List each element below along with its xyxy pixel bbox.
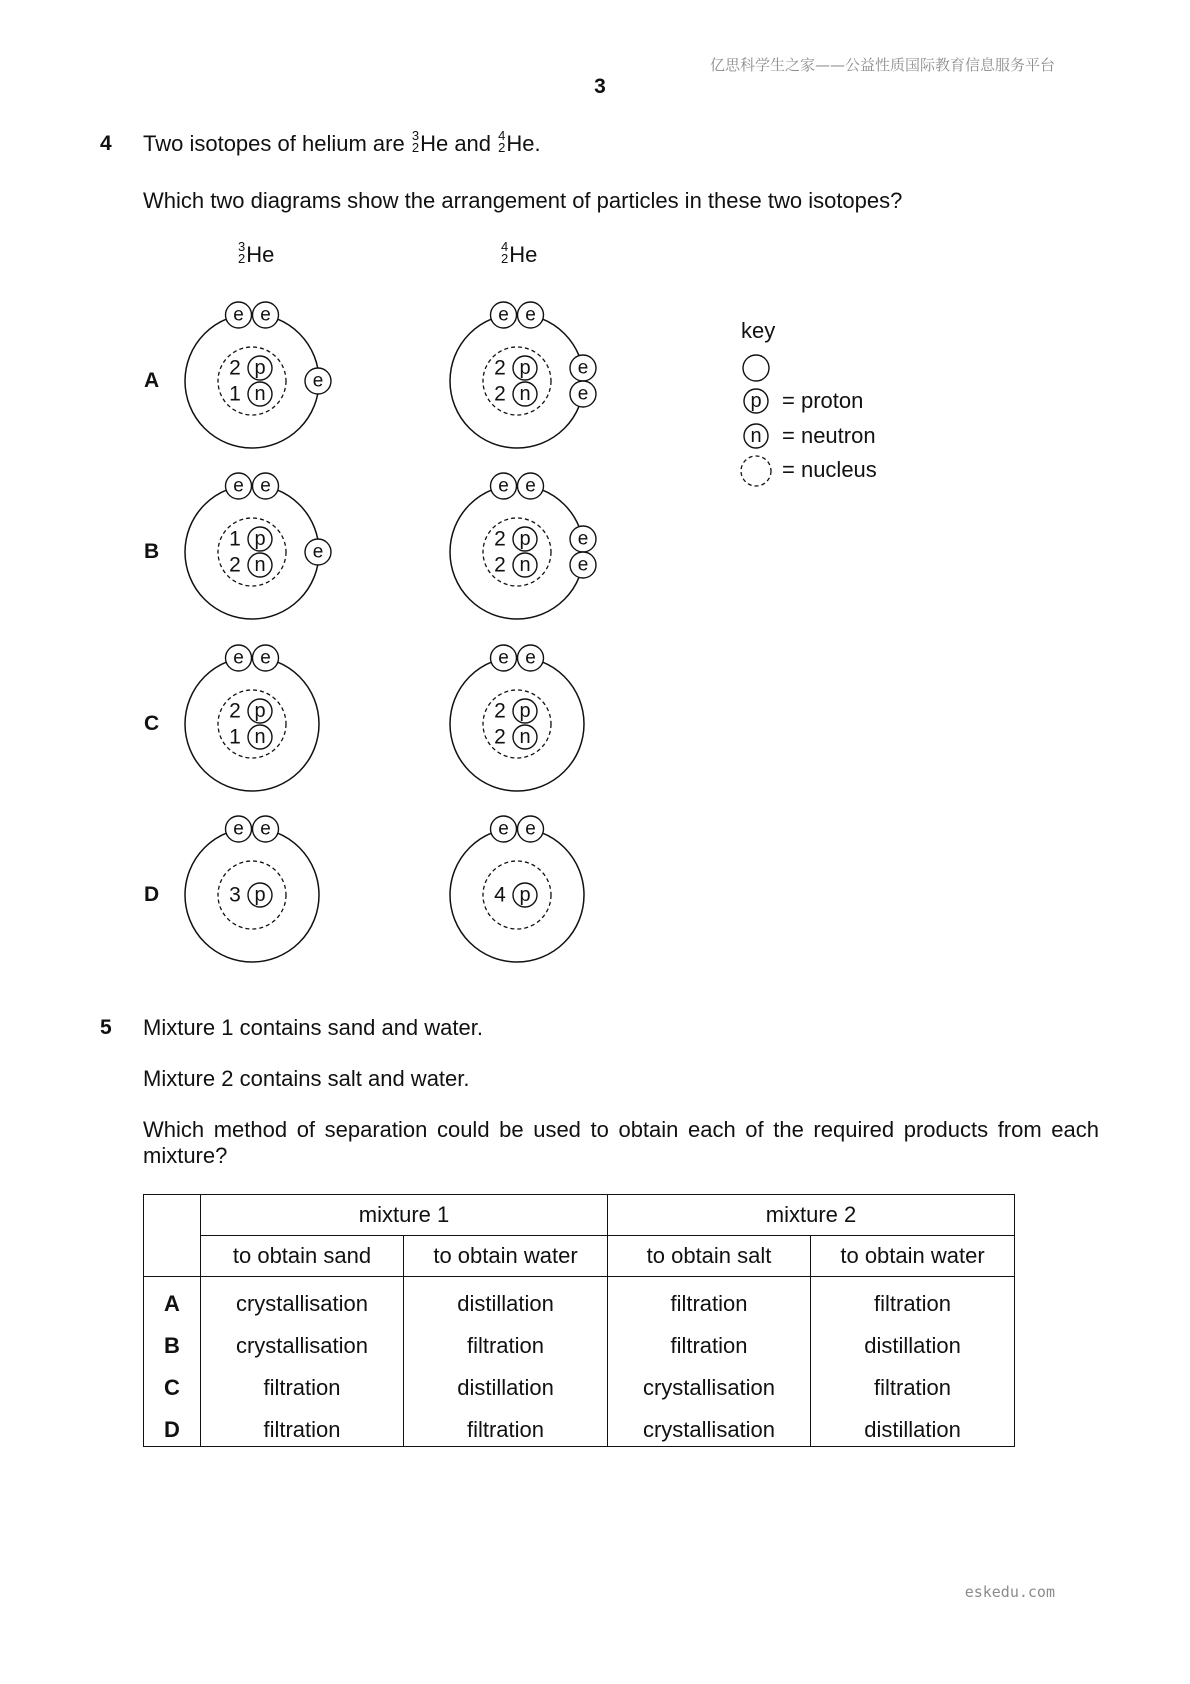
electron	[226, 645, 252, 671]
nuclide-notation	[500, 239, 538, 267]
electron	[491, 473, 517, 499]
proton	[248, 527, 272, 551]
header-watermark: 亿思科学生之家——公益性质国际教育信息服务平台	[709, 56, 1055, 74]
electron-symbol: e	[233, 475, 244, 497]
neutron	[513, 553, 537, 577]
proton-count: 2	[494, 527, 506, 551]
atomic-number: 2	[498, 140, 506, 156]
stem-connector: and	[454, 131, 492, 156]
electron-shell	[185, 485, 319, 619]
proton	[513, 883, 537, 907]
table-corner-cell	[144, 1195, 201, 1277]
nuclide-notation-helium-3	[411, 128, 449, 156]
electron	[518, 302, 544, 328]
proton-symbol: p	[254, 357, 266, 379]
electron	[518, 473, 544, 499]
electron	[570, 381, 596, 407]
table-cell: crystallisation	[608, 1367, 811, 1409]
electron	[491, 645, 517, 671]
table-cell: filtration	[201, 1409, 404, 1447]
nuclide-numbers	[498, 130, 505, 154]
question-number: 5	[100, 1016, 112, 1039]
electron-symbol: e	[260, 818, 271, 840]
row-label: A	[144, 1277, 201, 1325]
electron	[226, 473, 252, 499]
column-header-helium-4	[500, 239, 538, 268]
table-cell: distillation	[811, 1409, 1015, 1447]
electron-shell	[185, 657, 319, 791]
proton-symbol: p	[750, 390, 762, 412]
neutron-count: 2	[494, 553, 506, 577]
electron	[305, 539, 331, 565]
nuclide-numbers	[501, 241, 508, 265]
proton	[513, 356, 537, 380]
table-cell: filtration	[404, 1325, 608, 1367]
table-cell: distillation	[404, 1277, 608, 1325]
proton-count: 4	[494, 883, 506, 907]
electron-symbol: e	[498, 818, 509, 840]
table-row	[144, 1277, 1015, 1325]
electron	[305, 368, 331, 394]
neutron-symbol: n	[254, 554, 266, 576]
table-cell: filtration	[811, 1367, 1015, 1409]
electron-symbol: e	[525, 304, 536, 326]
stem-period: .	[534, 131, 541, 156]
column-header: to obtain water	[404, 1236, 608, 1277]
table-group-header-row	[144, 1195, 1015, 1236]
question-number: 4	[100, 132, 112, 155]
row-label: B	[144, 1325, 201, 1367]
electron-symbol: e	[260, 304, 271, 326]
proton-symbol: p	[519, 884, 531, 906]
proton-symbol: p	[519, 528, 531, 550]
electron-symbol: e	[577, 528, 589, 550]
element-symbol: He	[420, 131, 449, 156]
proton-symbol: p	[254, 700, 266, 722]
electron-shell	[450, 657, 584, 791]
neutron	[513, 382, 537, 406]
question-4-prompt: Which two diagrams show the arrangement of particles in these two isotopes?	[143, 188, 903, 213]
table-cell: filtration	[811, 1277, 1015, 1325]
footer-site: eskedu.com	[964, 1583, 1055, 1601]
proton	[513, 527, 537, 551]
neutron-count: 1	[229, 725, 241, 749]
electron	[253, 302, 279, 328]
isotope-diagrams	[150, 290, 610, 970]
table-column-header-row	[144, 1236, 1015, 1277]
neutron-symbol: n	[254, 726, 266, 748]
mass-number: 3	[238, 239, 246, 255]
electron-symbol: e	[525, 818, 536, 840]
key-label-nucleus: = nucleus	[782, 457, 877, 482]
column-header-helium-3	[237, 239, 275, 268]
key-symbols	[735, 350, 780, 490]
table-cell: crystallisation	[201, 1325, 404, 1367]
proton	[248, 356, 272, 380]
proton-count: 3	[229, 883, 241, 907]
electron-symbol: e	[498, 304, 509, 326]
electron-symbol: e	[577, 554, 589, 576]
table-row	[144, 1367, 1015, 1409]
proton-symbol: p	[519, 357, 531, 379]
option-label-b: B	[144, 540, 160, 563]
electron-symbol: e	[577, 357, 589, 379]
table-cell: filtration	[608, 1277, 811, 1325]
electron	[491, 816, 517, 842]
electron	[518, 816, 544, 842]
neutron-symbol: n	[519, 383, 531, 405]
key-dashed-circle-icon	[741, 456, 771, 486]
table-cell: filtration	[404, 1409, 608, 1447]
neutron	[248, 725, 272, 749]
proton-count: 2	[494, 699, 506, 723]
question-5-prompt: Which method of separation could be used to obtain each of the required products from each mixture?	[143, 1117, 1099, 1168]
key-empty-circle-icon	[743, 355, 769, 381]
neutron-symbol: n	[519, 554, 531, 576]
mass-number: 4	[498, 128, 506, 144]
proton-count: 2	[229, 356, 241, 380]
atom-diagram-d-1	[185, 816, 319, 962]
neutron-symbol: n	[519, 726, 531, 748]
element-symbol: He	[246, 242, 275, 267]
nuclide-numbers	[238, 241, 245, 265]
nuclide-numbers	[412, 130, 419, 154]
electron-symbol: e	[260, 475, 271, 497]
column-header: to obtain salt	[608, 1236, 811, 1277]
electron	[491, 302, 517, 328]
statement-mixture-2: Mixture 2 contains salt and water.	[143, 1066, 470, 1091]
electron-symbol: e	[525, 475, 536, 497]
table-cell: filtration	[201, 1367, 404, 1409]
key-label-proton: = proton	[782, 388, 864, 413]
proton-count: 2	[494, 356, 506, 380]
table-cell: crystallisation	[201, 1277, 404, 1325]
key-title: key	[741, 318, 776, 343]
nuclide-notation-helium-4	[497, 128, 535, 156]
electron	[570, 552, 596, 578]
electron-symbol: e	[577, 383, 589, 405]
neutron-count: 2	[494, 382, 506, 406]
element-symbol: He	[506, 131, 535, 156]
option-label-c: C	[144, 712, 160, 735]
electron-symbol: e	[498, 647, 509, 669]
option-label-a: A	[144, 369, 160, 392]
atom-diagram-a-2	[450, 302, 596, 448]
atom-diagram-b-1	[185, 473, 331, 619]
key-proton-icon	[744, 389, 768, 413]
electron-shell	[450, 314, 584, 448]
mass-number: 4	[501, 239, 509, 255]
proton	[513, 699, 537, 723]
proton-count: 2	[229, 699, 241, 723]
table-row	[144, 1409, 1015, 1447]
electron-shell	[450, 485, 584, 619]
neutron-symbol: n	[254, 383, 266, 405]
table-row	[144, 1325, 1015, 1367]
atom-diagram-c-1	[185, 645, 319, 791]
atom-diagram-d-2	[450, 816, 584, 962]
electron-symbol: e	[312, 370, 324, 392]
column-header: to obtain sand	[201, 1236, 404, 1277]
atomic-number: 2	[501, 251, 509, 267]
group-header-mixture-2: mixture 2	[608, 1195, 1015, 1236]
table-cell: crystallisation	[608, 1409, 811, 1447]
key-neutron-icon	[744, 424, 768, 448]
atom-diagram-b-2	[450, 473, 596, 619]
electron	[570, 355, 596, 381]
mass-number: 3	[411, 128, 420, 144]
proton	[248, 883, 272, 907]
proton	[248, 699, 272, 723]
electron	[226, 816, 252, 842]
electron	[253, 473, 279, 499]
neutron	[248, 553, 272, 577]
proton-count: 1	[229, 527, 241, 551]
electron	[570, 526, 596, 552]
electron-symbol: e	[233, 647, 244, 669]
electron	[226, 302, 252, 328]
electron	[253, 645, 279, 671]
element-symbol: He	[509, 242, 538, 267]
neutron-count: 2	[229, 553, 241, 577]
group-header-mixture-1: mixture 1	[201, 1195, 608, 1236]
electron-symbol: e	[233, 818, 244, 840]
proton-symbol: p	[254, 884, 266, 906]
proton-symbol: p	[519, 700, 531, 722]
question-4-stem	[143, 128, 541, 157]
page-number: 3	[594, 75, 606, 98]
table-cell: distillation	[404, 1367, 608, 1409]
electron-shell	[185, 314, 319, 448]
electron-symbol: e	[525, 647, 536, 669]
neutron	[513, 725, 537, 749]
row-label: C	[144, 1367, 201, 1409]
statement-mixture-1: Mixture 1 contains sand and water.	[143, 1015, 483, 1040]
electron-symbol: e	[312, 541, 324, 563]
key-label-neutron: = neutron	[782, 423, 876, 448]
separation-methods-table	[143, 1194, 1015, 1447]
neutron	[248, 382, 272, 406]
option-label-d: D	[144, 883, 160, 906]
nuclide-notation	[237, 239, 275, 267]
electron-symbol: e	[498, 475, 509, 497]
electron-symbol: e	[233, 304, 244, 326]
table-cell: distillation	[811, 1325, 1015, 1367]
proton-symbol: p	[254, 528, 266, 550]
neutron-count: 1	[229, 382, 241, 406]
atomic-number: 2	[238, 251, 246, 267]
atomic-number: 2	[411, 140, 420, 156]
table-cell: filtration	[608, 1325, 811, 1367]
row-label: D	[144, 1409, 201, 1447]
atom-diagram-a-1	[185, 302, 331, 448]
electron	[518, 645, 544, 671]
atom-diagram-c-2	[450, 645, 584, 791]
column-header: to obtain water	[811, 1236, 1015, 1277]
electron	[253, 816, 279, 842]
neutron-symbol: n	[750, 425, 762, 447]
neutron-count: 2	[494, 725, 506, 749]
stem-text: Two isotopes of helium are	[143, 131, 405, 156]
electron-symbol: e	[260, 647, 271, 669]
